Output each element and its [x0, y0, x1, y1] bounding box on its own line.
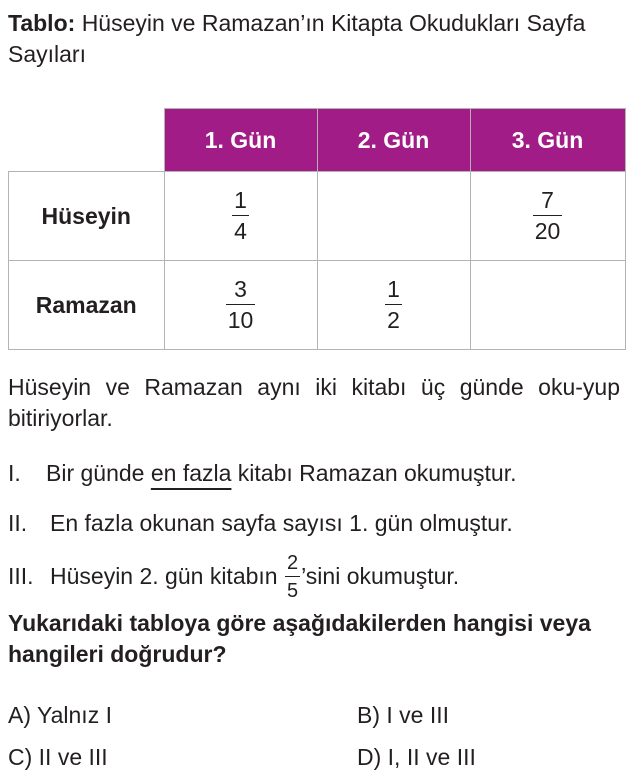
option-letter: A) [8, 702, 31, 728]
option-letter: D) [357, 744, 382, 770]
denominator: 5 [286, 580, 299, 603]
row-header-huseyin: Hüseyin [9, 172, 165, 261]
fraction [226, 275, 256, 334]
cell-huseyin-day1 [164, 172, 317, 261]
denominator: 10 [227, 307, 254, 334]
option-text: Yalnız I [36, 702, 112, 728]
option-b[interactable] [357, 700, 449, 731]
denominator: 2 [387, 307, 400, 334]
fraction [285, 553, 300, 602]
column-header-day3: 3. Gün [470, 109, 625, 172]
denominator: 20 [534, 218, 561, 245]
option-text: I ve III [386, 702, 450, 728]
table-row [9, 261, 626, 350]
option-letter: C) [8, 744, 33, 770]
caption-title: Hüseyin ve Ramazan’ın Kitapta Okudukları Sayfa Sayıları [8, 10, 586, 67]
statement-number: III. [8, 562, 34, 589]
fraction [533, 186, 563, 245]
reading-table [8, 108, 626, 350]
statement-1 [8, 458, 620, 489]
intro-paragraph: Hüseyin ve Ramazan aynı iki kitabı üç günde oku-yup bitiriyorlar. [8, 374, 620, 431]
fraction-bar [226, 304, 256, 306]
numerator: 1 [387, 275, 400, 302]
column-header-day2: 2. Gün [317, 109, 470, 172]
option-a[interactable] [8, 700, 112, 731]
fraction [385, 275, 402, 334]
statement-text-part: Bir günde [46, 460, 151, 486]
option-letter: B) [357, 702, 380, 728]
statement-text-part: kitabı Ramazan okumuştur. [231, 460, 517, 486]
statement-text: En fazla okunan sayfa sayısı 1. gün olmuştur. [50, 510, 513, 536]
cell-ramazan-day2 [317, 261, 470, 350]
fraction-bar [285, 576, 300, 578]
statement-2 [8, 508, 620, 539]
option-c[interactable] [8, 742, 108, 773]
numerator: 7 [541, 186, 554, 213]
cell-huseyin-day2 [317, 172, 470, 261]
statement-text-part: Hüseyin 2. gün kitabın [50, 562, 284, 589]
table-row [9, 172, 626, 261]
fraction-bar [385, 304, 402, 306]
table-caption [8, 8, 628, 70]
statement-number: II. [8, 510, 28, 536]
numerator: 3 [234, 275, 247, 302]
option-d[interactable] [357, 742, 476, 773]
statement-3 [8, 551, 620, 603]
statement-text [50, 552, 459, 601]
denominator: 4 [234, 218, 247, 245]
header-row [9, 109, 626, 172]
option-text: I, II ve III [387, 744, 476, 770]
numerator: 2 [286, 551, 299, 574]
question-text: Yukarıdaki tabloya göre aşağıdakilerden hangisi veya hangileri doğrudur? [8, 610, 591, 667]
fraction [232, 186, 249, 245]
underlined-phrase: en fazla [150, 460, 232, 486]
cell-huseyin-day3 [470, 172, 625, 261]
column-header-day1: 1. Gün [164, 109, 317, 172]
corner-cell [9, 109, 165, 172]
fraction-bar [533, 215, 563, 217]
cell-ramazan-day1 [164, 261, 317, 350]
cell-ramazan-day3 [470, 261, 625, 350]
caption-label: Tablo: [8, 10, 76, 36]
statement-text-part: ’sini okumuştur. [301, 562, 460, 589]
statement-number: I. [8, 460, 21, 486]
row-header-ramazan: Ramazan [9, 261, 165, 350]
option-text: II ve III [38, 744, 108, 770]
numerator: 1 [234, 186, 247, 213]
fraction-bar [232, 215, 249, 217]
statement-text [46, 458, 517, 489]
